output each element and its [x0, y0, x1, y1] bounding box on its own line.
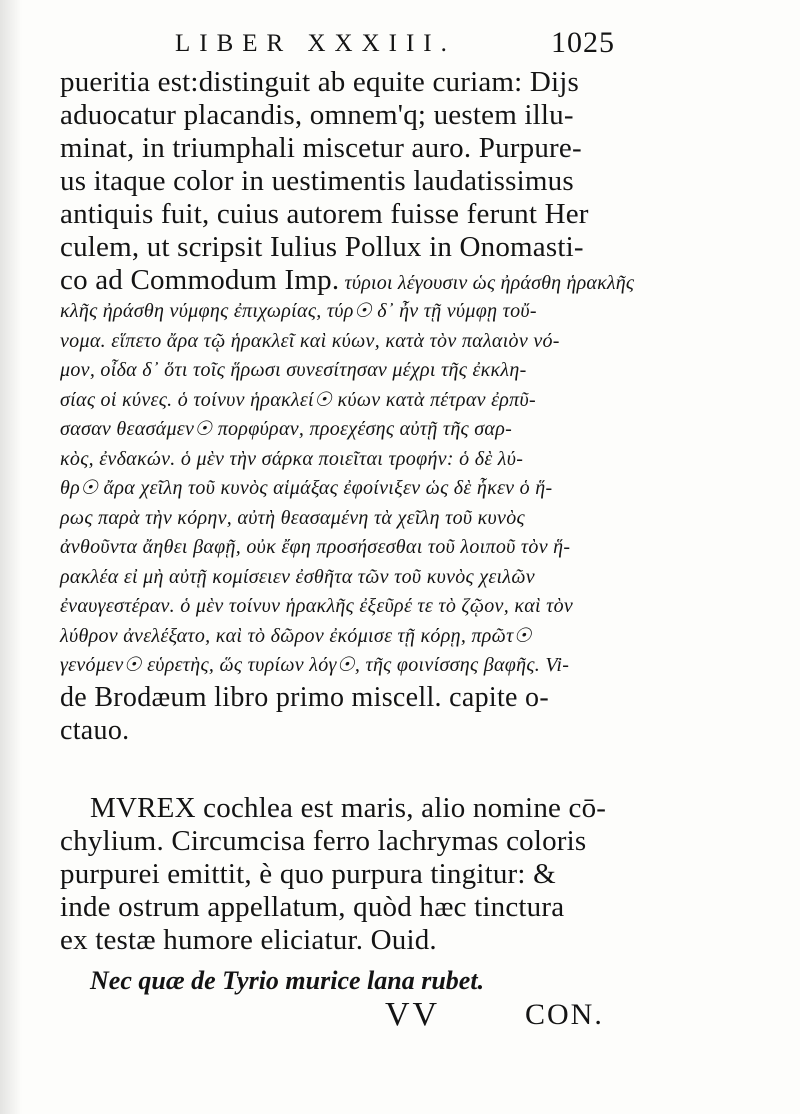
text-line: aduocatur placandis, omnem'q; uestem illu- — [60, 99, 574, 131]
page-edge-shadow — [0, 0, 22, 1114]
text-line: chylium. Circumcisa ferro lachrymas coloris — [60, 825, 587, 857]
text-line: minat, in triumphali miscetur auro. Purpure- — [60, 132, 582, 164]
text-line: ctauo. — [60, 714, 130, 746]
text-line: MVREX cochlea est maris, alio nomine cō- — [90, 792, 607, 824]
text-line: ἀνθοῦντα ἄηθει βαφῇ, οὐκ ἔφη προσήσεσθαι τοῦ λοιποῦ τὸν ἥ- — [60, 536, 571, 558]
text-line: antiquis fuit, cuius autorem fuisse ferunt Her — [60, 198, 589, 230]
text-line: ἐναυγεστέραν. ὁ μὲν τοίνυν ἡρακλῆς ἐξεῦρέ τε τὸ ζῷον, καὶ τὸν — [60, 595, 574, 617]
greek-inline-text: τύριοι λέγουσιν ὡς ἠράσθη ἡρακλῆς — [339, 272, 635, 294]
text-line: inde ostrum appellatum, quòd hæc tinctura — [60, 891, 565, 923]
text-line: ex testæ humore eliciatur. Ouid. — [60, 924, 437, 956]
text-line: σασαν θεασάμεν☉ πορφύραν, προεχέσης αὐτῇ τῆς σαρ- — [60, 418, 513, 440]
text-line: λύθρον ἀνελέξατο, καὶ τὸ δῶρον ἐκόμισε τῇ κόρῃ, πρῶτ☉ — [60, 624, 532, 647]
text-line: purpurei emittit, è quo purpura tingitur: & — [60, 858, 556, 890]
verse-quotation: Nec quæ de Tyrio murice lana rubet. — [90, 966, 485, 995]
page-header — [175, 22, 615, 62]
page-number: 1025 — [551, 26, 615, 59]
signature-mark: VV — [385, 996, 441, 1033]
running-head: LIBER XXXIII. — [175, 30, 456, 57]
text-line: us itaque color in uestimentis laudatissimus — [60, 165, 574, 197]
latin-paragraph — [60, 66, 635, 297]
text-line: pueritia est:distinguit ab equite curiam: Dijs — [60, 66, 580, 98]
text-line: νομα. εἵπετο ἄρα τῷ ἡρακλεῖ καὶ κύων, κατὰ τὸν παλαιὸν νό- — [60, 329, 560, 352]
text-line: de Brodæum libro primo miscell. capite o- — [60, 681, 549, 713]
text-line: γενόμεν☉ εὑρετὴς, ὥς τυρίων λόγ☉, τῆς φοινίσσης βαφῆς. Vi- — [60, 654, 570, 676]
text-line: culem, ut scripsit Iulius Pollux in Onomasti- — [60, 231, 584, 263]
text-line: co ad Commodum Imp. τύριοι λέγουσιν ὡς ἠράσθη ἡρακλῆς — [60, 264, 635, 296]
text-line: μον, οἶδα δ᾽ ὅτι τοῖς ἥρωσι συνεσίτησαν μέχρι τῆς ἐκκλη- — [60, 359, 527, 381]
greek-quotation — [60, 297, 620, 747]
text-line: ρακλέα εἰ μὴ αὐτῇ κομίσειεν ἐσθῆτα τῶν τοῦ κυνὸς χειλῶν — [60, 565, 535, 588]
text-line: σίας οἱ κύνες. ὁ τοίνυν ἡρακλεί☉ κύων κατὰ πέτραν ἐρπῦ- — [60, 388, 536, 411]
text-line: ρως παρὰ τὴν κόρην, αὐτὴ θεασαμένη τὰ χεῖλη τοῦ κυνὸς — [60, 506, 525, 529]
text-line: κὸς, ἐνδακών. ὁ μὲν τὴν σάρκα ποιεῖται τροφήν: ὁ δὲ λύ- — [60, 447, 524, 470]
catchword: CON. — [525, 998, 604, 1031]
murex-paragraph — [60, 792, 620, 957]
page-footer — [0, 996, 800, 1036]
text-line: θρ☉ ἄρα χεῖλη τοῦ κυνὸς αἱμάξας ἐφοίνιξεν ὡς δὲ ἧκεν ὁ ἥ- — [60, 477, 553, 499]
text-line: κλῆς ἠράσθη νύμφης ἐπιχωρίας, τύρ☉ δ᾽ ἦν τῇ νύμφῃ τοὔ- — [60, 300, 537, 322]
